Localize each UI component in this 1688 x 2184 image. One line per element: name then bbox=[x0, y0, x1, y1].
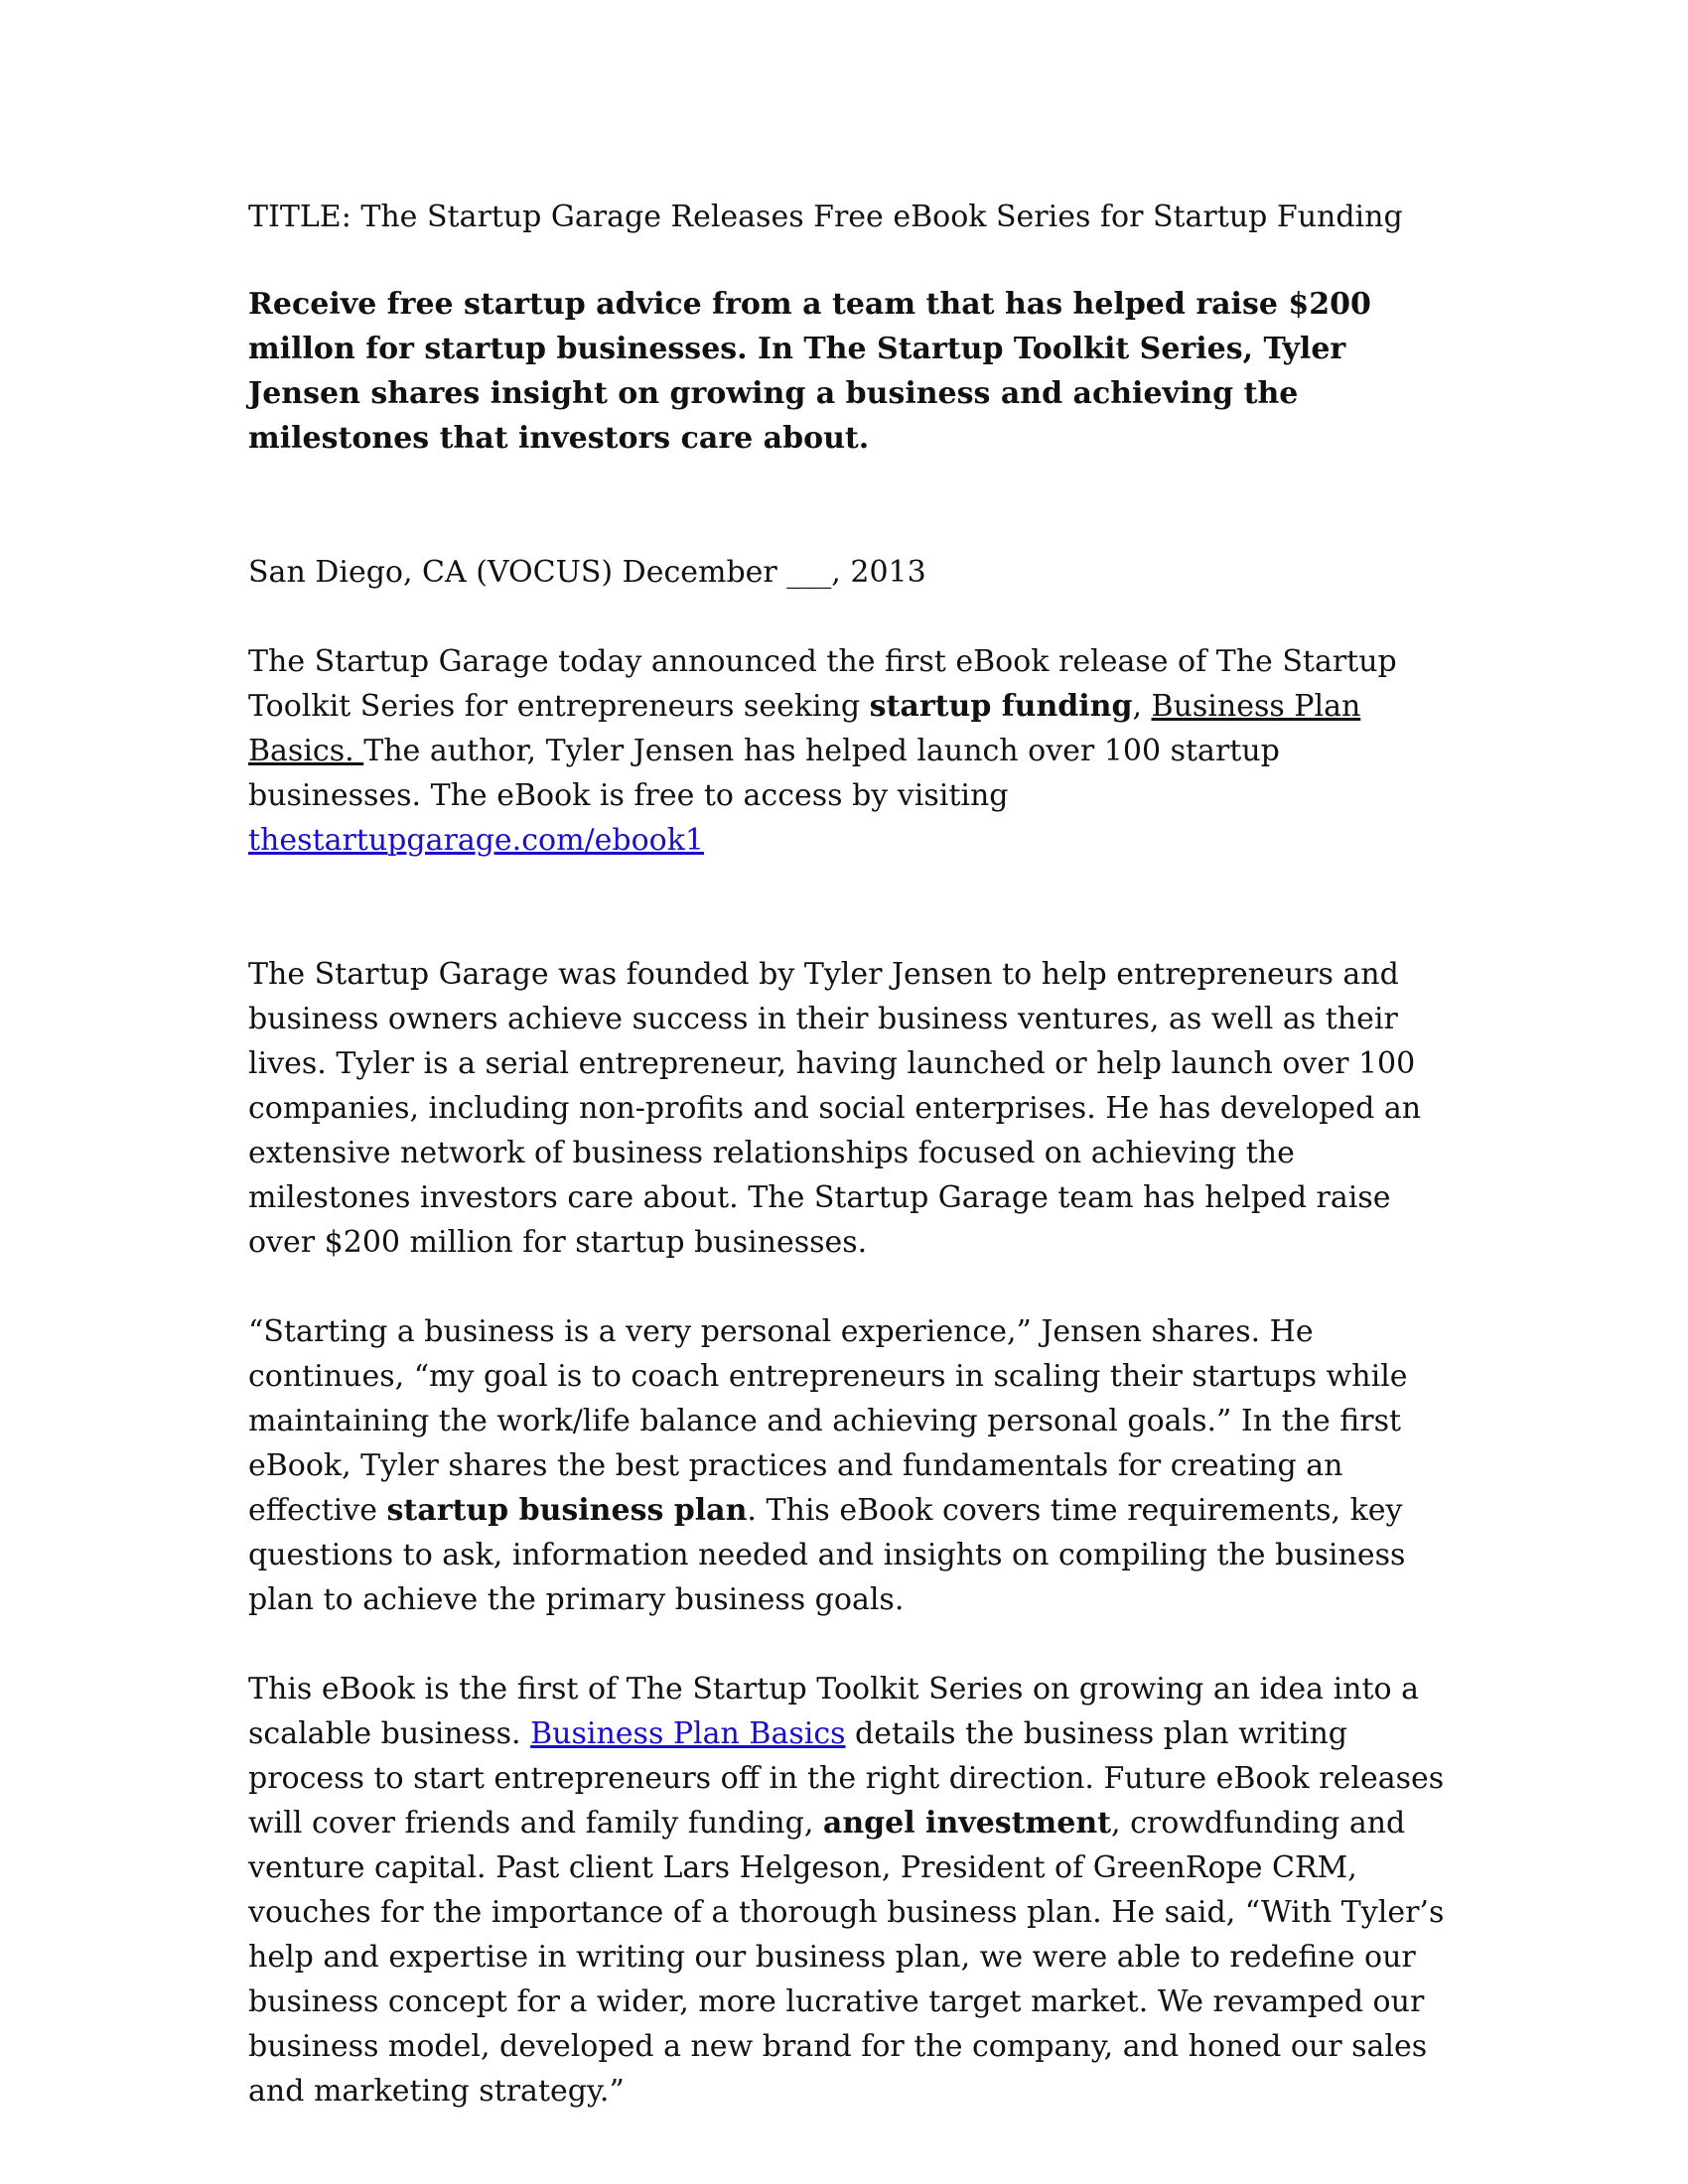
keyword-bold: startup business plan bbox=[386, 1493, 748, 1528]
dateline: San Diego, CA (VOCUS) December ___, 2013 bbox=[248, 555, 926, 590]
press-release-body bbox=[248, 195, 1450, 2158]
keyword-bold: startup funding bbox=[869, 689, 1133, 724]
paragraph-series bbox=[248, 1667, 1450, 2114]
ebook-title-underlined: Business Plan Basics. bbox=[248, 689, 1361, 768]
paragraph-text: , bbox=[1132, 689, 1152, 724]
paragraph-text: The Startup Garage today announced the first eBook release of The Startup Toolkit Series for entrepreneurs seeking bbox=[248, 644, 1397, 724]
paragraph-text: This eBook is the first of The Startup Toolkit Series on growing an idea into a scalable business. bbox=[248, 1672, 1420, 1751]
paragraph-announcement bbox=[248, 639, 1450, 863]
paragraph-text: “Starting a business is a very personal experience,” Jensen shares. He continues, “my goal is to coach entrepreneurs in scaling their startups while maintaining the work/life balance and achieving personal goals.” In the first eBook, Tyler shares the best practices and fundamentals for creating an effective bbox=[248, 1314, 1408, 1528]
ebook-link[interactable]: thestartupgarage.com/ebook1 bbox=[248, 823, 704, 858]
paragraph-text: , crowdfunding and venture capital. Past client Lars Helgeson, President of GreenRope CRM, vouches for the importance of a thorough business plan. He said, “With Tyler’s help and expertise in writing our business plan, we were able to redefine our business concept for a wider, more lucrative target market. We revamped our business model, developed a new brand for the company, and honed our sales and marketing strategy.” bbox=[248, 1806, 1445, 2109]
business-plan-basics-link[interactable]: Business Plan Basics bbox=[530, 1716, 846, 1751]
title-line: TITLE: The Startup Garage Releases Free eBook Series for Startup Funding bbox=[248, 200, 1403, 234]
keyword-bold: angel investment bbox=[822, 1806, 1112, 1841]
paragraph-text: details the business plan writing process to start entrepreneurs off in the right direction. Future eBook releases will cover friends and family funding, bbox=[248, 1716, 1445, 1841]
paragraph-about: The Startup Garage was founded by Tyler Jensen to help entrepreneurs and business owners achieve success in their business ventures, as well as their lives. Tyler is a serial entrepreneur, having launched or help launch over 100 companies, including non-profits and social enterprises. He has developed an extensive network of business relationships focused on achieving the milestones investors care about. The Startup Garage team has helped raise over $200 million for startup businesses. bbox=[248, 957, 1422, 1260]
paragraph-text: The author, Tyler Jensen has helped launch over 100 startup businesses. The eBook is free to access by visiting bbox=[248, 734, 1280, 813]
subheadline: Receive free startup advice from a team that has helped raise $200 millon for startup businesses. In The Startup Toolkit Series, Tyler Jensen shares insight on growing a business and achieving the milestones that investors care about. bbox=[248, 287, 1371, 456]
paragraph-text: . This eBook covers time requirements, key questions to ask, information needed and insights on compiling the business plan to achieve the primary business goals. bbox=[248, 1493, 1406, 1617]
paragraph-quote bbox=[248, 1309, 1450, 1622]
